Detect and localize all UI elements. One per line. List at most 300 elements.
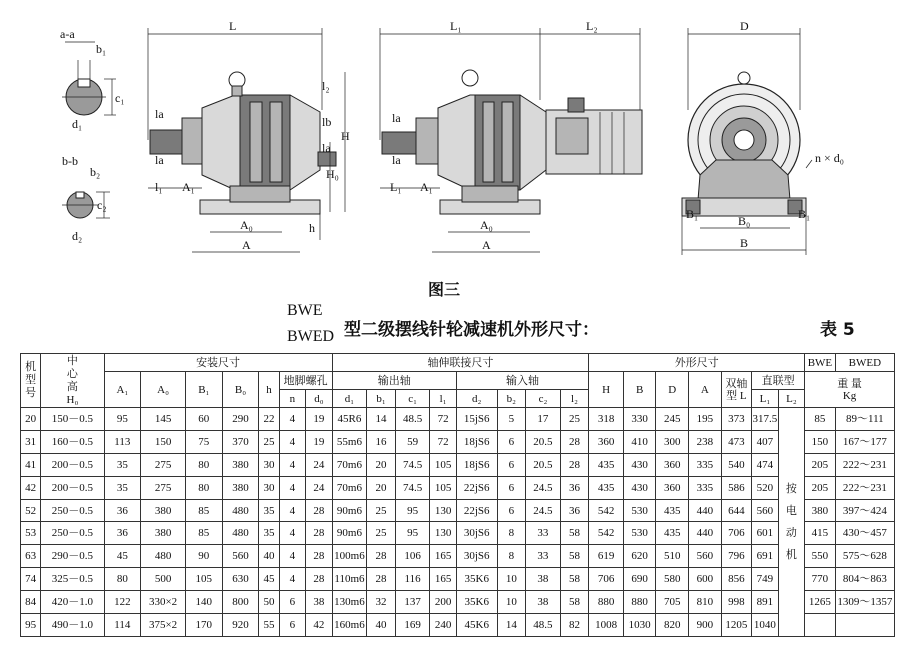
table-cell: 238 [689, 430, 722, 453]
table-cell: 530 [623, 522, 656, 545]
table-cell: 105 [430, 476, 456, 499]
table-row [21, 591, 895, 614]
table-cell: 440 [689, 499, 722, 522]
table-cell: 28 [306, 545, 333, 568]
table-cell: 165 [430, 545, 456, 568]
table-cell: 150 [141, 430, 186, 453]
table-cell: 200 [430, 591, 456, 614]
table-cell: 770 [805, 568, 836, 591]
table-cell: 691 [752, 545, 778, 568]
table-cell: 222～231 [835, 476, 894, 499]
table-cell: 48.5 [395, 408, 430, 431]
header-output: 输出轴 [332, 372, 456, 390]
table-row [21, 476, 895, 499]
table-cell: 95 [395, 522, 430, 545]
table-cell: 440 [689, 522, 722, 545]
table-cell: 48.5 [526, 614, 561, 637]
svg-text:A₁: A₁ [182, 180, 195, 194]
table-cell: 920 [222, 614, 259, 637]
table-cell: 52 [21, 499, 41, 522]
table-cell: 35 [259, 522, 279, 545]
table-row [21, 568, 895, 591]
svg-text:la: la [392, 111, 401, 125]
table-cell: 24 [306, 453, 333, 476]
header-d1: d₁ [332, 390, 367, 408]
table-row [21, 614, 895, 637]
table-cell: 35 [104, 476, 141, 499]
header-direct: 直联型 [752, 372, 805, 390]
table-cell: 85 [185, 522, 222, 545]
table-cell: 28 [367, 545, 396, 568]
table-cell: 540 [721, 453, 752, 476]
svg-text:L: L [229, 19, 237, 33]
table-cell: 4 [279, 408, 305, 431]
table-cell: 70m6 [332, 453, 367, 476]
svg-text:lb: lb [322, 115, 332, 129]
table-cell: 63 [21, 545, 41, 568]
table-cell: 380 [141, 499, 186, 522]
svg-text:h: h [309, 221, 315, 235]
table-cell: 30 [259, 476, 279, 499]
table-row [21, 430, 895, 453]
table-cell: 1205 [721, 614, 752, 637]
table-cell: 325－0.5 [41, 568, 104, 591]
svg-text:la: la [155, 153, 164, 167]
table-cell: 80 [185, 476, 222, 499]
table-cell: 15jS6 [456, 408, 497, 431]
table-cell: 560 [752, 499, 778, 522]
table-cell: 690 [623, 568, 656, 591]
table-cell: 380 [805, 499, 836, 522]
table-cell: 375×2 [141, 614, 186, 637]
table-cell: 20.5 [526, 453, 561, 476]
svg-text:n × d₀: n × d₀ [815, 151, 844, 165]
table-cell: 20 [367, 453, 396, 476]
table-body [21, 408, 895, 637]
table-cell: 113 [104, 430, 141, 453]
table-cell: 820 [656, 614, 689, 637]
table-cell: 4 [279, 430, 305, 453]
header-A: A [689, 372, 722, 408]
table-cell: 140 [185, 591, 222, 614]
table-cell: 150－0.5 [41, 408, 104, 431]
table-cell: 415 [805, 522, 836, 545]
table-cell: 74.5 [395, 476, 430, 499]
table-cell: 796 [721, 545, 752, 568]
table-cell: 580 [656, 568, 689, 591]
table-cell: 72 [430, 408, 456, 431]
table-cell: 55 [259, 614, 279, 637]
table-cell: 317.5 [752, 408, 778, 431]
table-cell: 601 [752, 522, 778, 545]
table-cell: 28 [306, 522, 333, 545]
table-cell: 170 [185, 614, 222, 637]
bwed-side-view [380, 19, 642, 252]
table-cell: 45R6 [332, 408, 367, 431]
header-a0: A₀ [141, 372, 186, 408]
table-cell: 6 [497, 430, 526, 453]
table-cell: 880 [623, 591, 656, 614]
shaft-section-b [62, 154, 110, 243]
table-cell: 72 [430, 430, 456, 453]
table-cell: 42 [21, 476, 41, 499]
header-l2: l₂ [560, 390, 589, 408]
svg-text:B₁: B₁ [798, 207, 811, 221]
table-cell: 85 [185, 499, 222, 522]
header-n: n [279, 390, 305, 408]
table-cell: 38 [306, 591, 333, 614]
table-cell: 480 [141, 545, 186, 568]
table-cell: 810 [689, 591, 722, 614]
table-cell: 35K6 [456, 591, 497, 614]
header-b2: b₂ [497, 390, 526, 408]
table-cell: 165 [430, 568, 456, 591]
table-cell: 36 [104, 522, 141, 545]
table-cell: 397～424 [835, 499, 894, 522]
table-cell: 330×2 [141, 591, 186, 614]
table-cell: 380 [141, 522, 186, 545]
header-l1: l₁ [430, 390, 456, 408]
front-view [682, 19, 844, 255]
header-a1: A₁ [104, 372, 141, 408]
svg-text:A₁: A₁ [420, 180, 433, 194]
svg-text:B: B [740, 236, 749, 250]
table-cell: 106 [395, 545, 430, 568]
header-b1: B₁ [185, 372, 222, 408]
table-cell: 644 [721, 499, 752, 522]
svg-text:L₁: L₁ [450, 19, 462, 33]
svg-text:a-a: a-a [60, 27, 75, 41]
table-cell: 28 [367, 568, 396, 591]
table-cell: 200－0.5 [41, 476, 104, 499]
svg-text:D: D [740, 19, 749, 33]
table-cell: 435 [656, 499, 689, 522]
table-cell: 85 [805, 408, 836, 431]
table-cell: 25 [560, 408, 589, 431]
table-cell: 373 [721, 408, 752, 431]
motor-note-cell: 按电动机 [778, 408, 805, 637]
header-shaft: 轴伸联接尺寸 [332, 354, 589, 372]
table-cell: 5 [497, 408, 526, 431]
table-cell: 706 [589, 568, 624, 591]
table-cell: 8 [497, 545, 526, 568]
table-cell: 59 [395, 430, 430, 453]
header-foot-bolt: 地脚螺孔 [279, 372, 332, 390]
table-cell: 804～863 [835, 568, 894, 591]
svg-text:la: la [322, 141, 331, 155]
table-cell: 116 [395, 568, 430, 591]
header-weight: 重 量 Kg [805, 372, 895, 408]
table-cell: 60 [185, 408, 222, 431]
table-cell: 430 [623, 476, 656, 499]
table-row [21, 453, 895, 476]
svg-text:l₂: l₂ [322, 79, 330, 93]
header-d2: d₂ [456, 390, 497, 408]
table-cell: 530 [623, 499, 656, 522]
header-center-height: 中心高 H₀ [41, 354, 104, 408]
table-cell: 58 [560, 522, 589, 545]
table-cell: 205 [805, 476, 836, 499]
technical-drawing [0, 0, 910, 300]
table-cell: 45 [259, 568, 279, 591]
table-cell: 100m6 [332, 545, 367, 568]
table-cell: 998 [721, 591, 752, 614]
table-cell: 75 [185, 430, 222, 453]
table-cell: 70m6 [332, 476, 367, 499]
table-cell: 370 [222, 430, 259, 453]
table-cell: 74 [21, 568, 41, 591]
table-cell: 105 [430, 453, 456, 476]
table-cell: 1265 [805, 591, 836, 614]
table-cell: 520 [752, 476, 778, 499]
table-cell: 410 [623, 430, 656, 453]
svg-text:L₂: L₂ [586, 19, 598, 33]
table-cell: 95 [104, 408, 141, 431]
table-cell: 300 [656, 430, 689, 453]
header-c2: c₂ [526, 390, 561, 408]
table-cell: 80 [185, 453, 222, 476]
table-cell: 20.5 [526, 430, 561, 453]
table-cell: 167～177 [835, 430, 894, 453]
table-cell: 250－0.5 [41, 499, 104, 522]
model-name-bwe: BWE [287, 302, 323, 319]
table-cell: 22jS6 [456, 476, 497, 499]
table-cell: 4 [279, 545, 305, 568]
table-cell: 8 [497, 522, 526, 545]
table-cell: 28 [560, 453, 589, 476]
table-cell: 28 [306, 499, 333, 522]
header-input: 输入轴 [456, 372, 588, 390]
table-cell: 19 [306, 408, 333, 431]
table-cell: 473 [721, 430, 752, 453]
table-cell: 30jS6 [456, 522, 497, 545]
table-cell: 24 [306, 476, 333, 499]
header-L2: L₂ [778, 390, 805, 408]
header-outline: 外形尺寸 [589, 354, 805, 372]
svg-text:b-b: b-b [62, 154, 78, 168]
table-cell: 250－0.5 [41, 522, 104, 545]
table-cell: 245 [656, 408, 689, 431]
table-cell: 40 [367, 614, 396, 637]
table-cell: 40 [259, 545, 279, 568]
header-h: h [259, 372, 279, 408]
table-cell: 105 [185, 568, 222, 591]
table-cell: 800 [222, 591, 259, 614]
table-cell: 16 [367, 430, 396, 453]
table-cell: 749 [752, 568, 778, 591]
table-cell: 4 [279, 522, 305, 545]
header-b0: B₀ [222, 372, 259, 408]
table-cell: 542 [589, 499, 624, 522]
figure-caption: 图三 [428, 280, 461, 299]
table-cell: 130 [430, 522, 456, 545]
table-cell: 25 [259, 430, 279, 453]
table-cell: 510 [656, 545, 689, 568]
table-cell: 380 [222, 453, 259, 476]
table-cell: 1030 [623, 614, 656, 637]
table-cell: 95 [395, 499, 430, 522]
table-cell: 435 [589, 476, 624, 499]
table-cell: 55m6 [332, 430, 367, 453]
table-cell: 360 [589, 430, 624, 453]
table-cell: 38 [526, 568, 561, 591]
table-cell: 4 [279, 453, 305, 476]
table-cell: 586 [721, 476, 752, 499]
table-cell: 80 [104, 568, 141, 591]
svg-text:c₁: c₁ [115, 91, 125, 105]
table-cell: 630 [222, 568, 259, 591]
table-cell: 430～457 [835, 522, 894, 545]
table-cell: 435 [656, 522, 689, 545]
table-cell: 74.5 [395, 453, 430, 476]
table-cell: 480 [222, 522, 259, 545]
table-cell: 14 [367, 408, 396, 431]
table-title: 型二级摆线针轮减速机外形尺寸： [344, 320, 599, 340]
table-cell: 335 [689, 453, 722, 476]
table-cell: 619 [589, 545, 624, 568]
svg-text:l₁: l₁ [155, 180, 163, 194]
table-cell: 318 [589, 408, 624, 431]
header-H: H [589, 372, 624, 408]
table-cell: 38 [526, 591, 561, 614]
table-cell: 24.5 [526, 476, 561, 499]
table-cell: 290－0.5 [41, 545, 104, 568]
table-cell: 32 [367, 591, 396, 614]
table-cell: 130m6 [332, 591, 367, 614]
table-cell: 14 [497, 614, 526, 637]
table-cell: 42 [306, 614, 333, 637]
dimension-table [20, 353, 895, 637]
table-cell: 490－1.0 [41, 614, 104, 637]
table-cell: 22jS6 [456, 499, 497, 522]
table-cell: 360 [656, 453, 689, 476]
table-cell: 150 [805, 430, 836, 453]
table-cell: 30jS6 [456, 545, 497, 568]
svg-text:H: H [341, 129, 350, 143]
svg-text:d₂: d₂ [72, 229, 83, 243]
table-cell: 474 [752, 453, 778, 476]
table-cell: 222～231 [835, 453, 894, 476]
table-cell: 122 [104, 591, 141, 614]
table-cell: 500 [141, 568, 186, 591]
table-cell: 330 [623, 408, 656, 431]
shaft-section-a [60, 27, 125, 131]
table-cell: 542 [589, 522, 624, 545]
header-bwed: BWED [835, 354, 894, 372]
table-cell: 6 [279, 591, 305, 614]
table-cell: 6 [279, 614, 305, 637]
table-cell: 35 [259, 499, 279, 522]
table-cell: 20 [21, 408, 41, 431]
table-number: 表 5 [820, 320, 855, 340]
table-cell: 110m6 [332, 568, 367, 591]
table-cell: 90m6 [332, 522, 367, 545]
header-b1-shaft: b₁ [367, 390, 396, 408]
table-cell [835, 614, 894, 637]
table-cell: 1040 [752, 614, 778, 637]
model-name-bwed: BWED [287, 328, 335, 345]
table-cell: 30 [259, 453, 279, 476]
svg-text:A: A [242, 238, 251, 252]
table-cell: 4 [279, 568, 305, 591]
svg-text:B₀: B₀ [738, 214, 751, 228]
header-double-shaft: 双轴 型 L [721, 372, 752, 408]
svg-text:L₁: L₁ [390, 180, 402, 194]
table-cell: 22 [259, 408, 279, 431]
table-cell: 130 [430, 499, 456, 522]
table-cell: 560 [689, 545, 722, 568]
table-cell: 17 [526, 408, 561, 431]
header-d0: d₀ [306, 390, 333, 408]
svg-text:b₁: b₁ [96, 42, 107, 56]
table-cell: 145 [141, 408, 186, 431]
table-cell: 58 [560, 568, 589, 591]
table-cell: 36 [560, 476, 589, 499]
header-D: D [656, 372, 689, 408]
table-cell: 90m6 [332, 499, 367, 522]
table-cell: 891 [752, 591, 778, 614]
svg-text:c₂: c₂ [97, 198, 107, 212]
svg-text:d₁: d₁ [72, 117, 83, 131]
table-cell: 360 [656, 476, 689, 499]
table-cell: 18jS6 [456, 430, 497, 453]
table-cell: 24.5 [526, 499, 561, 522]
table-cell: 430 [623, 453, 656, 476]
table-cell: 19 [306, 430, 333, 453]
table-cell: 58 [560, 545, 589, 568]
table-cell: 33 [526, 545, 561, 568]
table-cell: 45 [104, 545, 141, 568]
table-cell: 58 [560, 591, 589, 614]
table-cell: 36 [560, 499, 589, 522]
table-cell: 550 [805, 545, 836, 568]
table-cell: 275 [141, 476, 186, 499]
table-cell: 6 [497, 453, 526, 476]
table-cell: 10 [497, 568, 526, 591]
table-cell: 1309～1357 [835, 591, 894, 614]
table-cell: 95 [21, 614, 41, 637]
table-cell: 620 [623, 545, 656, 568]
table-row [21, 545, 895, 568]
header-bwe: BWE [805, 354, 836, 372]
table-cell: 84 [21, 591, 41, 614]
table-cell: 4 [279, 476, 305, 499]
table-cell: 114 [104, 614, 141, 637]
svg-text:la: la [392, 153, 401, 167]
table-cell: 89～111 [835, 408, 894, 431]
table-cell: 53 [21, 522, 41, 545]
table-row [21, 408, 895, 431]
table-cell: 50 [259, 591, 279, 614]
table-cell: 1008 [589, 614, 624, 637]
table-cell: 20 [367, 476, 396, 499]
table-cell: 335 [689, 476, 722, 499]
table-cell: 82 [560, 614, 589, 637]
table-cell: 25 [367, 499, 396, 522]
table-cell: 28 [560, 430, 589, 453]
table-cell: 407 [752, 430, 778, 453]
svg-text:H₀: H₀ [326, 167, 339, 181]
table-cell: 275 [141, 453, 186, 476]
table-cell: 33 [526, 522, 561, 545]
table-cell: 240 [430, 614, 456, 637]
table-row [21, 499, 895, 522]
table-cell: 6 [497, 499, 526, 522]
bwe-side-view [148, 19, 350, 252]
svg-text:B₁: B₁ [686, 207, 699, 221]
table-cell: 35K6 [456, 568, 497, 591]
table-cell: 36 [104, 499, 141, 522]
